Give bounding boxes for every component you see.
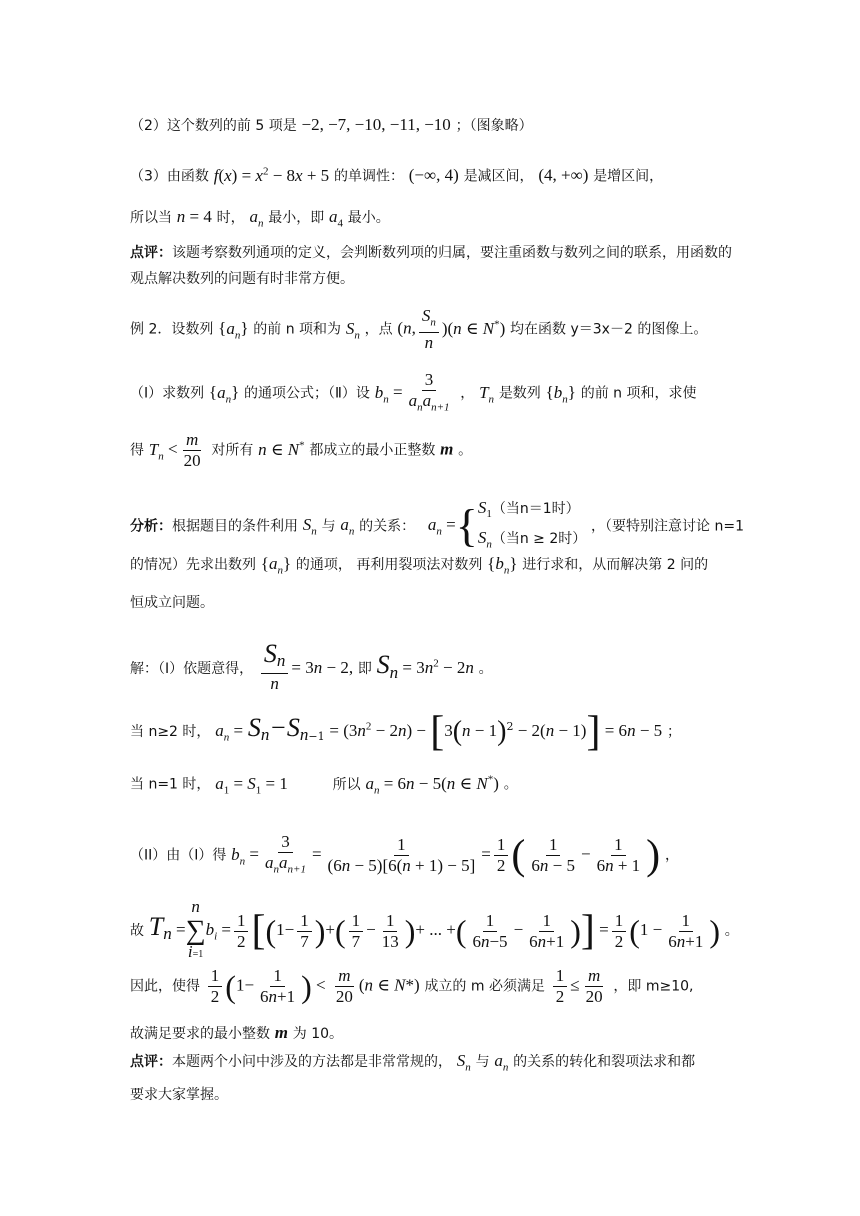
comment-paragraph-2: 点评：本题两个小问中涉及的方法都是非常常规的， $S_n$ 与 $a_n$ 的关系的转化和裂项法求和都 <box>130 1051 696 1074</box>
solution-part-2-bn: （II）由（I）得 $b_n$ = $\frac{3}{a_na_{n+1}}$ = $\frac{1}{(6n - 5)[6(n + 1) - 5]}$ = $\frac{1}{2}$ ( $\frac{1}{6n - 5}$ − $\frac{1}{6n + 1}$ ) ， <box>130 832 679 879</box>
solution-tn-sum: 故 $T_n$ = n ∑ i=1 $b_i$ = $\frac{1}{2}$ [(1− $\frac{1}{7}$ )+( $\frac{1}{7}$ − $\frac{1}{13}$ )+ ... +( $\frac{1}{6n-5}$ − $\frac{1}{6n+1}$ )] = $\frac{1}{2}$ (1 − $\frac{1}{6n+1}$ ) 。 <box>130 897 739 961</box>
question-inequality: 得 $T_n$ < $\frac{m}{20}$ 对所有 n ∈ N* 都成立的最小正整数 m 。 <box>130 430 473 470</box>
solution-condition: 因此，使得 $\frac{1}{2}$ (1− $\frac{1}{6n+1}$ ) < $\frac{m}{20}$ (n ∈ N*) 成立的 m 必须满足 $\frac{1}{2}$ ≤ $\frac{m}{20}$ ，即 m≥10, <box>130 966 694 1006</box>
comment-paragraph-1: 点评：该题考察数列通项的定义，会判断数列项的归属，要注重函数与数列之间的联系，用函数的观点解决数列的问题有时非常方便。 <box>130 245 732 287</box>
solution-n-equals-1: 当 n=1 时， $a_1 = S_1 = 1$ 所以 $a_n = 6n - 5(n$ ∈ N*) 。 <box>130 773 518 797</box>
analysis-line-2: 的情况）先求出数列 $\{a_n\}$ 的通项， 再利用裂项法对数列 $\{b_n\}$ 进行求和，从而解决第 2 问的 <box>130 554 709 577</box>
solution-an-formula: 当 n≥2 时， $a_n = S_n-S_{n-1} = (3n^2 - 2n) - [3(n - 1)^2 - 2(n - 1)] = 6n - 5$ ； <box>130 709 681 755</box>
question-part-1-2: （Ⅰ）求数列 $\{a_n\}$ 的通项公式；（Ⅱ）设 $b_n$ = $\frac{3}{a_na_{n+1}}$ ， $T_n$ 是数列 $\{b_n\}$ 的前 n 项和，求使 <box>130 370 697 414</box>
line-function-monotonic: （3）由函数 $f(x) = x^2 - 8x + 5$ 的单调性： (−∞, 4) 是减区间， (4, +∞) 是增区间， <box>130 165 664 185</box>
analysis-line-3: 恒成立问题。 <box>130 595 214 611</box>
line-minimum-term: 所以当 n = 4 时， $a_n$ 最小，即 $a_4$ 最小。 <box>130 207 390 230</box>
solution-part-1: 解：（I）依题意得， $\frac{S_n}{n}$ = 3n − 2, 即 $S_n = 3n^2 - 2n$ 。 <box>130 639 493 694</box>
example-2-statement: 例 2．设数列 $\{a_n\}$ 的前 n 项和为 $S_n$ ，点 (n, $\frac{S_n}{n}$ )(n ∈ N*) 均在函数 y＝3x－2 的图像上。 <box>130 306 708 353</box>
analysis-line-1: 分析：根据题目的条件利用 $S_n$ 与 $a_n$ 的关系： $a_n$ ={ $S_1$（当n＝1时） $S_n$（当n ≥ 2时） ，（要特别注意讨论 n=1 <box>130 498 745 552</box>
comment-paragraph-2-cont: 要求大家掌握。 <box>130 1087 228 1103</box>
solution-answer: 故满足要求的最小整数 m 为 10。 <box>130 1023 344 1042</box>
line-sequence-first-five: （2）这个数列的前 5 项是 −2, −7, −10, −11, −10 ；（图象略） <box>130 115 533 134</box>
